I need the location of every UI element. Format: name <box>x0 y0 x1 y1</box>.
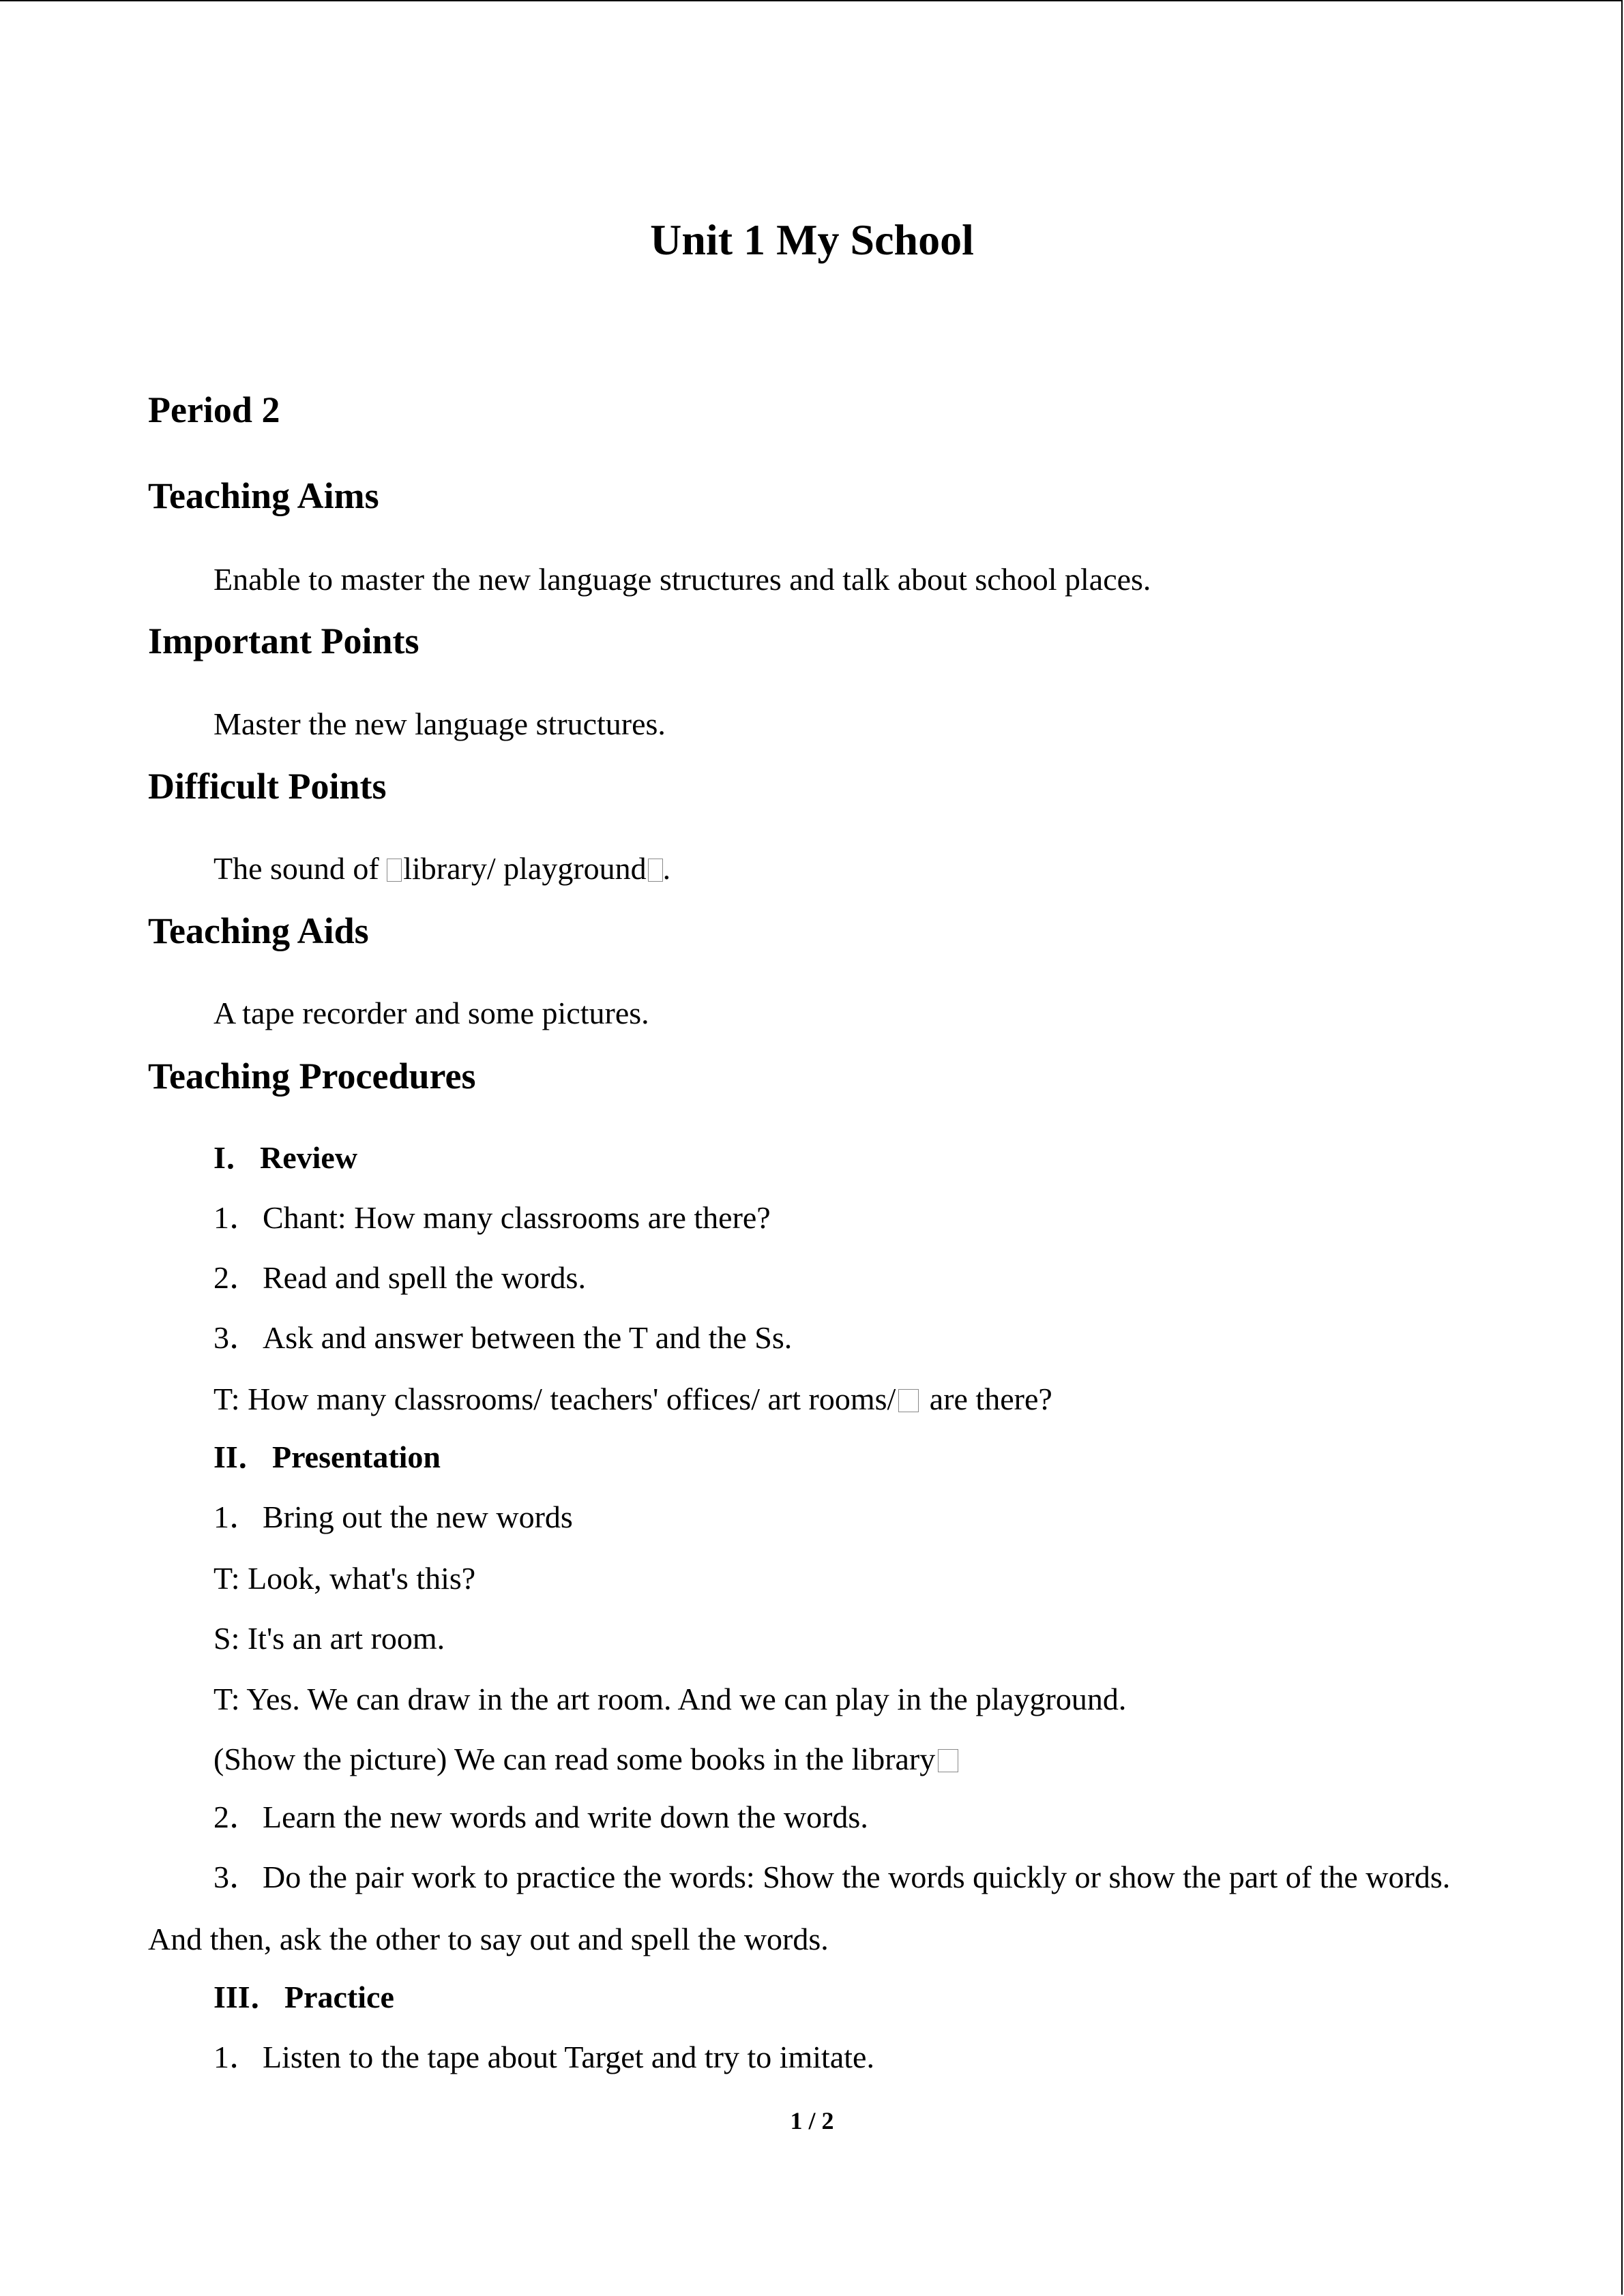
teaching-aids-text: A tape recorder and some pictures. <box>213 996 649 1030</box>
review-item-1 <box>213 1197 771 1238</box>
dialogue-line: S: It's an art room. <box>213 1621 445 1656</box>
practice-heading <box>213 1977 394 2018</box>
practice-item-1 <box>213 2037 874 2078</box>
dialogue-line: T: Yes. We can draw in the art room. And we can play in the playground. <box>213 1682 1127 1716</box>
list-number: 2． <box>213 1800 261 1834</box>
difficult-points-heading: Difficult Points <box>148 766 387 807</box>
review-dialogue <box>213 1379 1052 1420</box>
page-number: 1 / 2 <box>790 2107 834 2134</box>
teaching-procedures-heading: Teaching Procedures <box>148 1056 476 1097</box>
missing-glyph-box <box>648 859 663 882</box>
list-text: Do the pair work to practice the words: Show the words quickly or show the part of the words. <box>263 1860 1451 1894</box>
list-number: 3． <box>213 1320 261 1355</box>
difficult-text-middle: library/ playground <box>403 851 647 886</box>
missing-glyph-box <box>938 1749 958 1772</box>
review-heading <box>213 1137 357 1178</box>
difficult-text-after: . <box>662 851 671 886</box>
review-item-2 <box>213 1257 586 1298</box>
show-picture-text: (Show the picture) We can read some books in the library <box>213 1742 936 1776</box>
review-title: Review <box>260 1140 358 1175</box>
teaching-aims-heading: Teaching Aims <box>148 475 379 516</box>
dialogue-text-before: T: How many classrooms/ teachers' offices/ art rooms/ <box>213 1382 896 1416</box>
dialogue-line: T: Look, what's this? <box>213 1561 476 1596</box>
presentation-item-3 <box>213 1857 1450 1898</box>
document-title: Unit 1 My School <box>650 215 974 264</box>
review-item-3 <box>213 1317 792 1358</box>
important-points-text: Master the new language structures. <box>213 706 666 741</box>
list-text: Chant: How many classrooms are there? <box>263 1200 771 1235</box>
list-number: 1． <box>213 1200 261 1235</box>
presentation-item-2 <box>213 1797 868 1838</box>
teaching-aids-heading: Teaching Aids <box>148 910 369 951</box>
list-text: Bring out the new words <box>263 1500 573 1534</box>
list-text: Listen to the tape about Target and try to imitate. <box>263 2040 874 2074</box>
presentation-item-1 <box>213 1497 573 1538</box>
missing-glyph-box <box>387 859 402 882</box>
dialogue-text-after: are there? <box>921 1382 1052 1416</box>
list-text: Ask and answer between the T and the Ss. <box>263 1320 793 1355</box>
difficult-text-before: The sound of <box>213 851 387 886</box>
list-text: Read and spell the words. <box>263 1260 586 1295</box>
list-number: 1． <box>213 1500 261 1534</box>
list-number: 3． <box>213 1860 261 1894</box>
important-points-heading: Important Points <box>148 621 419 661</box>
presentation-item-3-continuation: And then, ask the other to say out and spell the words. <box>148 1922 829 1956</box>
period-heading: Period 2 <box>148 389 280 430</box>
presentation-title: Presentation <box>272 1440 441 1474</box>
teaching-aims-text: Enable to master the new language structures and talk about school places. <box>213 562 1151 597</box>
practice-title: Practice <box>284 1980 394 2014</box>
practice-numeral: III． <box>213 1980 282 2014</box>
presentation-heading <box>213 1437 441 1478</box>
show-picture-line <box>213 1739 961 1780</box>
presentation-numeral: II． <box>213 1440 269 1474</box>
list-text: Learn the new words and write down the words. <box>263 1800 868 1834</box>
missing-glyph-box <box>898 1389 919 1412</box>
list-number: 1． <box>213 2040 261 2074</box>
review-numeral: I． <box>213 1140 257 1175</box>
difficult-points-text <box>213 848 670 889</box>
list-number: 2． <box>213 1260 261 1295</box>
